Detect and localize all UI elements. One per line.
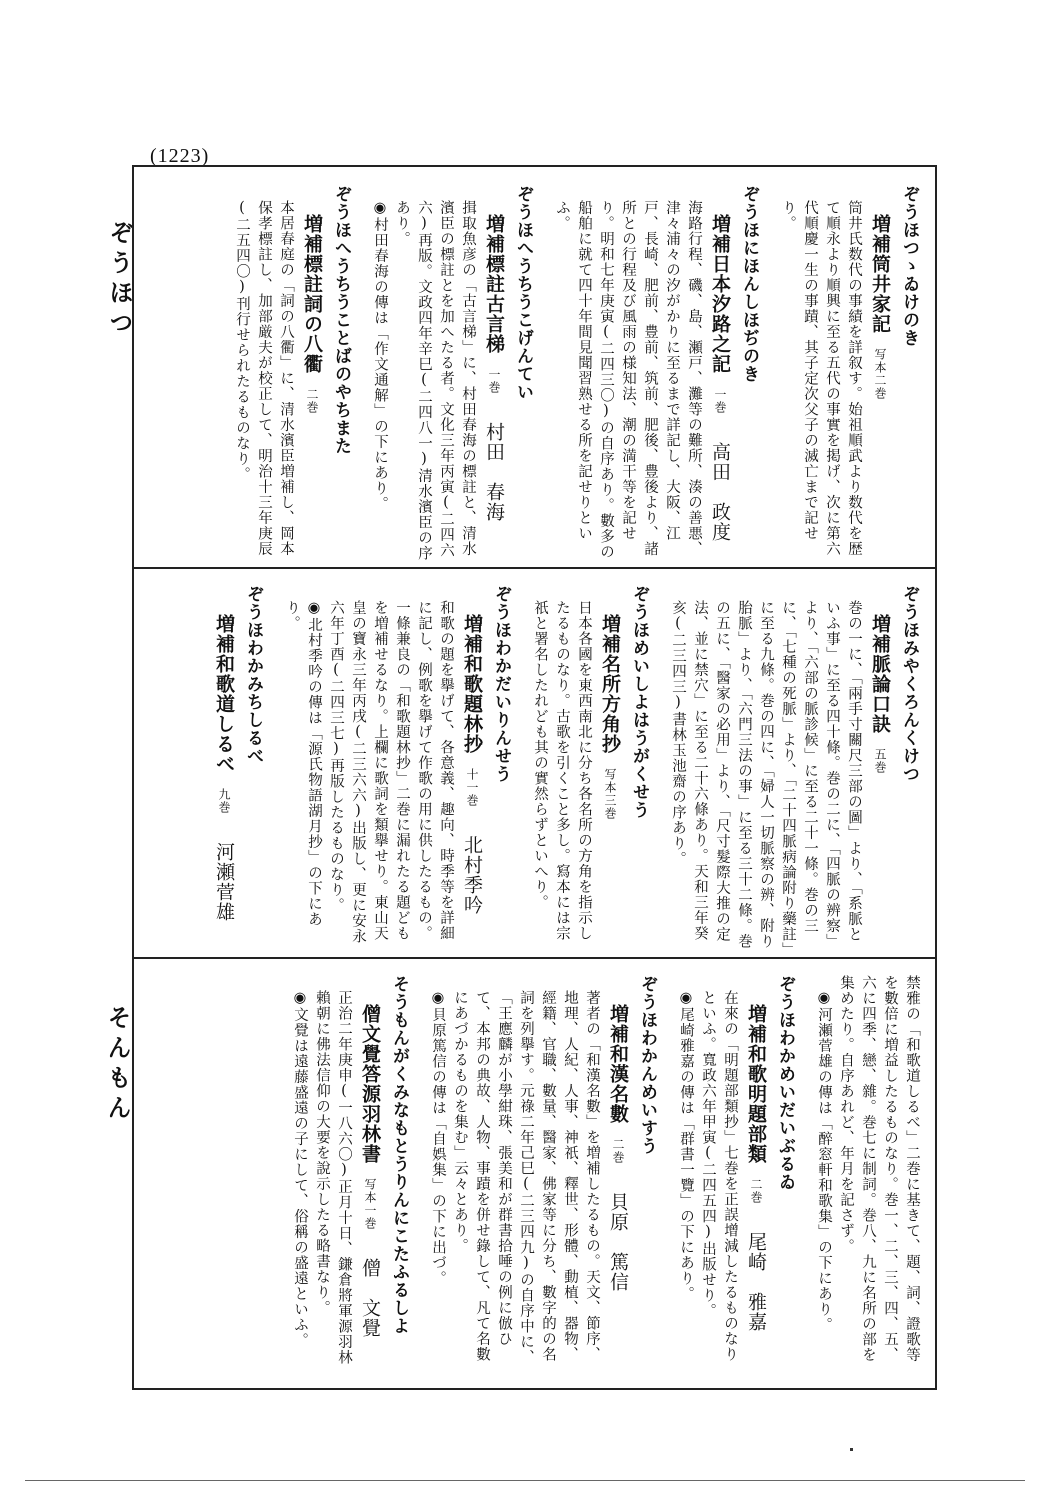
entry	[281, 585, 515, 955]
entry-continued	[813, 975, 923, 1375]
section-top	[154, 185, 923, 567]
entry-kana: ぞうほにほんしほぢのき	[739, 185, 759, 383]
entry-title-line	[603, 975, 633, 1375]
entry-author: 貝原 篤信	[607, 1192, 629, 1293]
entry-title: 増補筒井家記	[869, 213, 891, 334]
entry-body: 巻の一に、「兩手寸關尺三部の圖」より、「系脈といふ事」に至る四十條。巻の二に、「四脈の辨察」より、「六部の脈診候」に至る二十一條。巻の三に、「七種の死脈」より、「二十四脈病論附り藥註」に至る九條。巻の四に、「婦人一切脈察の辨、附り胎脈」より、「六門三法の事」に至る三十二條。巻の五に、「醫家の必用」より、「尺寸髮際大推の定法、並に禁穴」に至る二十六條あり。天和三年癸亥(二三四三)書林玉池齋の序あり。	[670, 599, 862, 950]
entry-kana: ぞうほへうちうことばのやちまた	[331, 185, 351, 455]
entry-volumes: 一巻	[487, 367, 501, 394]
entry-body: 著者の「和漢名數」を増補したるもの。天文、節序、地理、人紀、人事、神祇、釋世、形體、動植、器物、經籍、官職、數量、醫家、佛家等に分ち、數字的の名詞を列擧す。元祿二年己巳(二三四九)の自序中に、「王應麟が小學紺珠、張美和が群書拾唾の例に倣ひて、本邦の典故、人物、事蹟を併せ錄して、凡て名數にあづかるものを集む」云々とあり。	[452, 989, 600, 1365]
dictionary-page-frame	[132, 165, 937, 1390]
entry-title: 増補名所方角抄	[599, 613, 621, 754]
page-number: (1223)	[150, 145, 210, 167]
entry-note: ◉河瀬菅雄の傳は「醉窓軒和歌集」の下にあり。	[816, 989, 832, 1332]
entry-volumes: 写本三巻	[603, 767, 617, 820]
entry-kana: ぞうほわかんめいすう	[637, 975, 657, 1155]
side-label-top: ぞうほつ	[105, 220, 133, 340]
entry-volumes: 写本二巻	[873, 347, 887, 400]
entry-kana: ぞうほつゝゐけのき	[899, 185, 919, 347]
entry-title-line	[479, 185, 509, 567]
entry	[675, 975, 799, 1375]
section-middle	[154, 585, 923, 955]
entry-title-line	[865, 585, 895, 955]
entry-author: 尾崎 雅嘉	[745, 1232, 767, 1333]
entry-title: 増補脈論口訣	[869, 613, 891, 734]
entry-kana: ぞうほみやくろんくけつ	[899, 585, 919, 783]
entry-kana: ぞうほわかみちしるべ	[243, 585, 263, 765]
entry-title: 僧文覺答源羽林書	[359, 1003, 381, 1164]
section-bottom	[154, 975, 923, 1375]
entry-note: ◉貝原篤信の傳は「自娯集」の下に出づ。	[430, 989, 446, 1286]
entry-body: 日本各國を東西南北に分ち各名所の方角を指示したるものなり。古歌を引くこと多し。寫本には宗祇と署名したれども其の實然らずといへり。	[532, 599, 592, 941]
entry-volumes: 十一巻	[465, 767, 479, 807]
entry	[209, 585, 267, 955]
entry-body: 禁雅の「和歌道しるべ」二巻に基きて、題、詞、證歌等を數倍に増益したるものなり。巻一、二、三、四、五、六に四季、戀、雜。巻七に制詞。巻八、九に名所の部を集めたり。自序あれど、年月を記さず。	[838, 975, 920, 1363]
entry-note: ◉文覺は遠藤盛遠の子にして、俗稱の盛遠といふ。	[292, 989, 308, 1348]
entry-title-line	[741, 975, 771, 1375]
entry	[667, 585, 923, 955]
entry-title-line	[209, 585, 239, 955]
entry-note: ◉北村季吟の傳は「源氏物語湖月抄」の下にあり。	[284, 599, 322, 927]
entry-volumes: 五巻	[873, 747, 887, 774]
entry-volumes: 二巻	[749, 1177, 763, 1204]
entry-title-line	[595, 585, 625, 955]
entry-title-line	[297, 185, 327, 567]
side-label-bottom: そんもん	[103, 1005, 131, 1125]
entry-body: 筒井氏数代の事績を詳叙す。始祖順武より数代を歴て順永より順興に至る五代の事實を掲げ、次に第六代順慶一生の事蹟、其子定次父子の滅亡まで記せり。	[780, 199, 862, 556]
entry	[529, 585, 653, 955]
entry-kana: ぞうほわかめいだいぶるゐ	[775, 975, 795, 1191]
entry-author: 河瀬菅雄	[213, 842, 235, 923]
entry-title-line	[355, 975, 385, 1375]
entry-title-line	[865, 185, 895, 567]
entry-author: 僧 文覺	[359, 1258, 381, 1339]
entry-title-line	[457, 585, 487, 955]
entry	[231, 185, 355, 567]
entry	[777, 185, 923, 567]
entry-note: ◉尾崎雅嘉の傳は「群書一覽」の下にあり。	[678, 989, 694, 1301]
entry-note: ◉村田春海の傳は「作文通解」の下にあり。	[372, 199, 388, 511]
entry-volumes: 九巻	[217, 787, 231, 814]
entry-body: 在來の「明題部類抄」七巻を正誤增減したるものなりといふ。寬政六年甲寅(二四五四)出版せり。	[700, 989, 738, 1362]
entry-body: 揖取魚彦の「古言梯」に、村田春海の標註と、清水濱臣の標註とを加へたる者。文化三年丙寅(二四六六)再版。文政四年辛巳(二四八一)清水濱臣の序あり。	[394, 199, 476, 561]
entry-kana: ぞうほわかだいりんせう	[491, 585, 511, 783]
entry-volumes: 二巻	[611, 1137, 625, 1164]
entry	[289, 975, 413, 1375]
entry-title-line	[705, 185, 735, 567]
entry-title: 増補標註古言梯	[483, 213, 505, 354]
footer-rule	[25, 1480, 1025, 1481]
entry-body: 正治二年庚申(一八六〇)正月十日、鎌倉將軍源羽林賴朝に佛法信仰の大要を說示したる略書なり。	[314, 989, 352, 1365]
entry	[369, 185, 537, 567]
entry-title: 増補和漢名數	[607, 1003, 629, 1124]
entry-author: 村田 春海	[483, 422, 505, 523]
entry-volumes: 二巻	[305, 387, 319, 414]
entry	[551, 185, 763, 567]
entry-body: 和歌の題を擧げて、各意義、趣向、時季等を詳細に記し、例歌を擧げて作歌の用に供したるもの。一條兼良の「和歌題林抄」二巻に漏れたる題どもを増補せるなり。上欄に歌詞を類擧せり。東山天皇の寶永三年丙戌(二三六六)出版し、更に安永六年丁酉(二四三七)再版したるものなり。	[328, 599, 454, 944]
entry-kana: ぞうほめいしよはうがくせう	[629, 585, 649, 819]
entry-volumes: 一巻	[713, 387, 727, 414]
entry-title: 増補日本汐路之記	[709, 213, 731, 374]
entry-author: 北村季吟	[461, 835, 483, 916]
entry-volumes: 写本一巻	[363, 1177, 377, 1230]
entry-title: 増補和歌明題部類	[745, 1003, 767, 1164]
entry-title: 増補標註詞の八衢	[301, 213, 323, 374]
entry-body: 海路行程、磯、島、瀬戸、灘等の難所、湊の善悪、津々浦々の汐がかりに至るまで詳記し、大阪、江戸、長崎、肥前、豊前、筑前、肥後、豊後より、諸所との行程及び風雨の様知法、潮の満干等を記せり。明和七年庚寅(二四三〇)の自序あり。數多の船舶に就て四十年間見聞習熟せる所を記せりといふ。	[554, 199, 702, 559]
entry-author: 高田 政度	[709, 442, 731, 543]
section-divider	[134, 567, 935, 569]
entry-body: 本居春庭の「詞の八衢」に、清水濱臣増補し、岡本保孝標註し、加部厳夫が校正して、明治十三年庚辰(二五四〇)刊行せられたるものなり。	[234, 199, 294, 556]
entry-kana: ぞうほへうちうこげんてい	[513, 185, 533, 401]
section-divider	[134, 957, 935, 959]
entry-kana: そうもんがくみなもとうりんにこたふるしよ	[389, 975, 409, 1335]
entry-title: 増補和歌道しるべ	[213, 613, 235, 774]
scan-speck	[850, 1448, 853, 1451]
entry-title: 増補和歌題林抄	[461, 613, 483, 754]
entry	[427, 975, 661, 1375]
